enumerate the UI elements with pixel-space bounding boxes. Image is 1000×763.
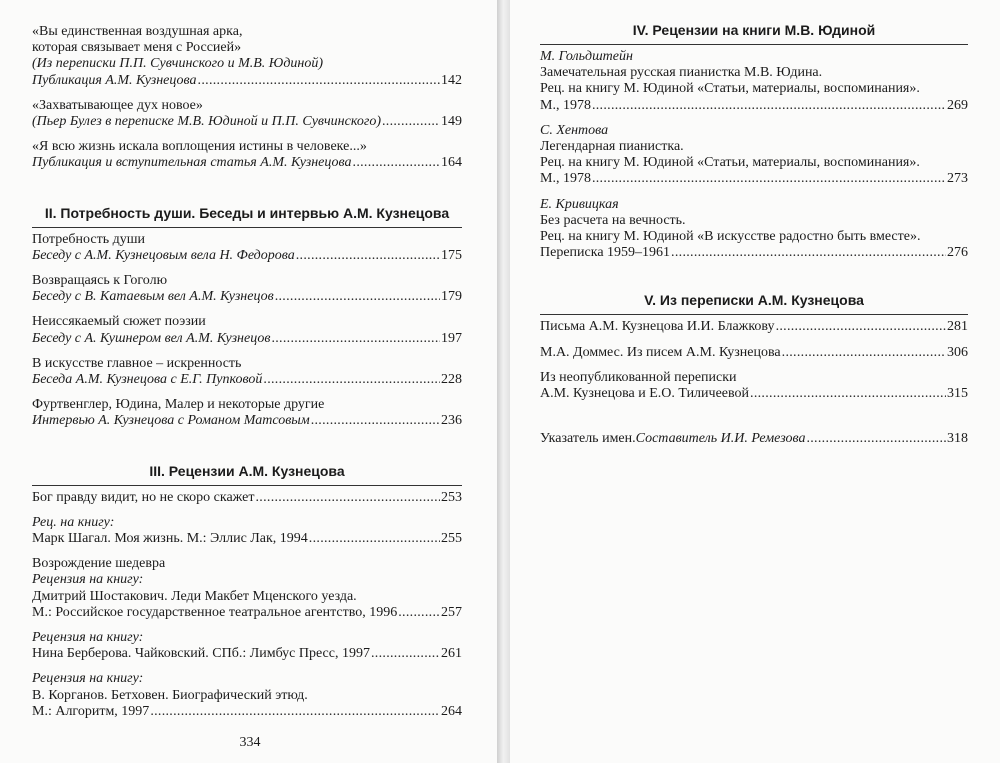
dot-leader xyxy=(671,245,946,261)
entry-leader-line xyxy=(32,490,462,506)
entry-title: Письма А.М. Кузнецова И.И. Блажкову xyxy=(540,319,775,335)
page-ref: 149 xyxy=(441,114,462,130)
page-ref: 318 xyxy=(947,431,968,447)
entry-title-line: Легендарная пианистка. xyxy=(540,139,684,155)
entry-credit: Беседу с В. Катаевым вел А.М. Кузнецов xyxy=(32,289,274,305)
entry-title-line: которая связывает меня с Россией» xyxy=(32,40,242,56)
page-ref: 273 xyxy=(947,171,968,187)
entry-title-line: В искусстве главное – искренность xyxy=(32,355,242,371)
entry-leader-line xyxy=(540,245,968,261)
section-title: III. Рецензии А.М. Кузнецова xyxy=(149,462,345,479)
toc-entry-index xyxy=(540,431,968,447)
entry-title-line: Рец. на книгу М. Юдиной «В искусстве радостно быть вместе». xyxy=(540,229,921,245)
entry-leader-line xyxy=(32,73,462,89)
entry-title-line: «Я всю жизнь искала воплощения истины в человеке...» xyxy=(32,139,367,155)
entry-leader-line xyxy=(540,319,968,335)
page-ref: 255 xyxy=(441,531,462,547)
entry-title-line: Неиссякаемый сюжет поэзии xyxy=(32,314,206,330)
entry-leader-line xyxy=(32,704,462,720)
page-ref: 257 xyxy=(441,604,462,620)
toc-entry xyxy=(540,123,968,188)
page-ref: 281 xyxy=(947,319,968,335)
page-ref: 306 xyxy=(947,344,968,360)
entry-leader-line xyxy=(32,289,462,305)
entry-title-line: Потребность души xyxy=(32,231,146,247)
left-toc xyxy=(32,24,462,729)
toc-entry xyxy=(32,232,462,264)
toc-entry xyxy=(32,556,462,621)
entry-leader-line xyxy=(32,646,462,662)
entry-title-line: «Вы единственная воздушная арка, xyxy=(32,24,243,39)
section-divider xyxy=(32,485,462,486)
page-ref: 269 xyxy=(947,97,968,113)
page-ref: 253 xyxy=(441,489,462,505)
entry-leader-line xyxy=(540,171,968,187)
toc-entry xyxy=(32,356,462,388)
entry-credit: Интервью А. Кузнецова с Романом Матсовым xyxy=(32,413,310,429)
toc-entry xyxy=(540,197,968,262)
entry-title-line: Фуртвенглер, Юдина, Малер и некоторые другие xyxy=(32,397,325,413)
toc-entry xyxy=(32,98,462,130)
entry-leader-line xyxy=(32,413,462,429)
toc-entry xyxy=(540,370,968,402)
review-label: Рецензия на книгу: xyxy=(32,572,144,588)
dot-leader xyxy=(256,490,441,506)
entry-title: Переписка 1959–1961 xyxy=(540,245,671,261)
entry-author: Е. Кривицкая xyxy=(540,196,619,212)
entry-leader-line xyxy=(32,114,462,130)
entry-title: А.М. Кузнецова и Е.О. Тиличеевой xyxy=(540,386,750,402)
entry-title-line: Возвращаясь к Гоголю xyxy=(32,273,168,289)
page-ref: 276 xyxy=(947,245,968,261)
entry-credit: Составитель И.И. Ремезова xyxy=(635,431,806,447)
entry-credit: Публикация и вступительная статья А.М. Кузнецова xyxy=(32,155,352,171)
toc-entry xyxy=(32,24,462,89)
entry-title: М.: Российское государственное театральное агентство, 1996 xyxy=(32,604,398,620)
review-label: Рецензия на книгу: xyxy=(32,630,144,646)
right-page xyxy=(510,0,1000,763)
entry-leader-line xyxy=(540,345,968,361)
toc-entry xyxy=(32,139,462,171)
section-divider xyxy=(540,44,968,45)
entry-title: М.А. Доммес. Из писем А.М. Кузнецова xyxy=(540,344,781,360)
entry-title-line: Замечательная русская пианистка М.В. Юдина. xyxy=(540,65,823,81)
entry-leader-line xyxy=(540,386,968,402)
entry-credit: Публикация А.М. Кузнецова xyxy=(32,72,197,88)
entry-title: М., 1978 xyxy=(540,171,591,187)
dot-leader xyxy=(296,248,440,264)
entry-leader-line xyxy=(32,531,462,547)
dot-leader xyxy=(275,289,440,305)
dot-leader xyxy=(750,386,946,402)
dot-leader xyxy=(371,646,440,662)
toc-entry xyxy=(32,671,462,720)
entry-author: М. Гольдштейн xyxy=(540,49,633,64)
page-ref: 315 xyxy=(947,386,968,402)
dot-leader xyxy=(806,431,946,447)
entry-subtitle: (Из переписки П.П. Сувчинского и М.В. Юдиной) xyxy=(32,56,324,72)
dot-leader xyxy=(150,704,440,720)
dot-leader xyxy=(782,345,946,361)
dot-leader xyxy=(271,331,440,347)
dot-leader xyxy=(398,605,440,621)
entry-title-line: Дмитрий Шостакович. Леди Макбет Мценского уезда. xyxy=(32,588,357,604)
toc-entry xyxy=(540,319,968,335)
dot-leader xyxy=(382,114,440,130)
entry-title: М., 1978 xyxy=(540,97,591,113)
entry-title-line: Возрождение шедевра xyxy=(32,556,166,572)
entry-credit: (Пьер Булез в переписке М.В. Юдиной и П.П. Сувчинского) xyxy=(32,114,381,130)
page-ref: 179 xyxy=(441,289,462,305)
dot-leader xyxy=(353,155,440,171)
dot-leader xyxy=(263,372,440,388)
section-divider xyxy=(540,314,968,315)
review-label: Рецензия на книгу: xyxy=(32,671,144,687)
page-ref: 197 xyxy=(441,330,462,346)
entry-author: С. Хентова xyxy=(540,122,609,138)
dot-leader xyxy=(198,73,440,89)
entry-title-line: Рец. на книгу М. Юдиной «Статьи, материалы, воспоминания». xyxy=(540,81,920,97)
right-toc xyxy=(540,22,968,456)
toc-entry xyxy=(32,515,462,547)
toc-entry xyxy=(32,273,462,305)
page-ref: 236 xyxy=(441,413,462,429)
toc-entry xyxy=(32,490,462,506)
entry-title-line: Из неопубликованной переписки xyxy=(540,369,737,385)
section-title: V. Из переписки А.М. Кузнецова xyxy=(644,292,864,309)
toc-entry xyxy=(32,397,462,429)
dot-leader xyxy=(592,98,946,114)
entry-credit: Беседу с А.М. Кузнецовым вела Н. Федорова xyxy=(32,247,295,263)
entry-leader-line xyxy=(32,605,462,621)
entry-leader-line xyxy=(32,372,462,388)
entry-title: Указатель имен. xyxy=(540,431,636,447)
dot-leader xyxy=(311,413,440,429)
entry-title: Нина Берберова. Чайковский. СПб.: Лимбус Пресс, 1997 xyxy=(32,646,370,662)
dot-leader xyxy=(592,171,946,187)
entry-title-line: В. Корганов. Бетховен. Биографический этюд. xyxy=(32,687,308,703)
entry-leader-line xyxy=(540,98,968,114)
page-ref: 175 xyxy=(441,247,462,263)
dot-leader xyxy=(309,531,440,547)
page-ref: 228 xyxy=(441,372,462,388)
entry-credit: Беседа А.М. Кузнецова с Е.Г. Пупковой xyxy=(32,372,263,388)
page-ref: 142 xyxy=(441,72,462,88)
page-ref: 264 xyxy=(441,703,462,719)
entry-title: Бог правду видит, но не скоро скажет xyxy=(32,489,255,505)
page-number: 334 xyxy=(239,735,261,750)
section-title: IV. Рецензии на книги М.В. Юдиной xyxy=(632,22,876,38)
toc-entry xyxy=(540,345,968,361)
dot-leader xyxy=(776,319,946,335)
toc-entry xyxy=(32,314,462,346)
entry-title: Марк Шагал. Моя жизнь. М.: Эллис Лак, 1994 xyxy=(32,531,308,547)
entry-leader-line xyxy=(32,155,462,171)
toc-entry xyxy=(540,49,968,114)
entry-title: М.: Алгоритм, 1997 xyxy=(32,703,150,719)
entry-title-line: «Захватывающее дух новое» xyxy=(32,97,203,113)
entry-leader-line xyxy=(540,431,968,447)
review-label: Рец. на книгу: xyxy=(32,514,115,530)
entry-leader-line xyxy=(32,331,462,347)
page-ref: 164 xyxy=(441,155,462,171)
entry-credit: Беседу с А. Кушнером вел А.М. Кузнецов xyxy=(32,330,271,346)
page-ref: 261 xyxy=(441,646,462,662)
entry-leader-line xyxy=(32,248,462,264)
entry-title-line: Рец. на книгу М. Юдиной «Статьи, материалы, воспоминания». xyxy=(540,155,920,171)
section-title: II. Потребность души. Беседы и интервью А.М. Кузнецова xyxy=(44,204,450,221)
section-divider xyxy=(32,227,462,228)
toc-entry xyxy=(32,630,462,662)
entry-title-line: Без расчета на вечность. xyxy=(540,212,686,228)
